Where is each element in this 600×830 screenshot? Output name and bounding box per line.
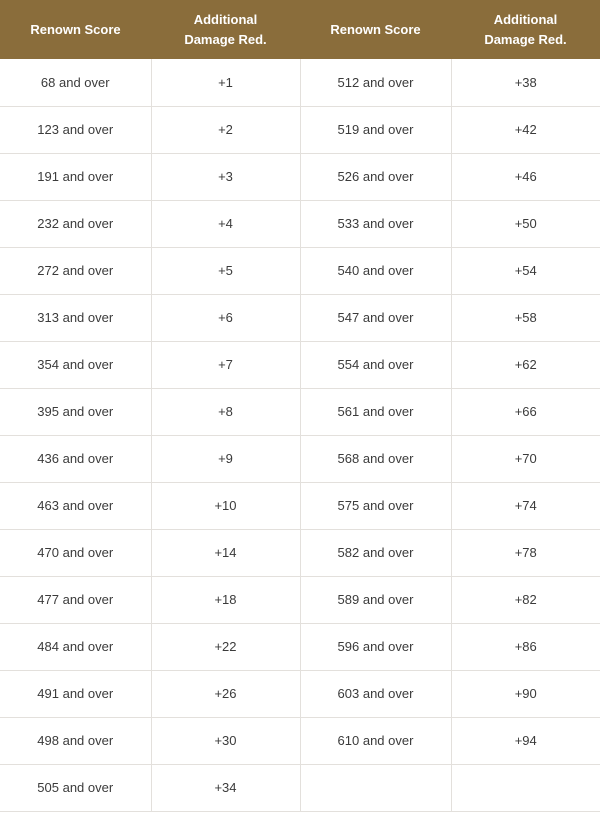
table-cell: +50 xyxy=(451,200,600,247)
table-cell: +46 xyxy=(451,153,600,200)
table-row xyxy=(0,341,600,388)
table-cell: 603 and over xyxy=(300,670,451,717)
table-cell: +22 xyxy=(151,623,300,670)
table-row xyxy=(0,59,600,106)
table-row xyxy=(0,106,600,153)
table-cell: 505 and over xyxy=(0,764,151,811)
table-row xyxy=(0,435,600,482)
table-cell: 354 and over xyxy=(0,341,151,388)
table-row xyxy=(0,529,600,576)
table-cell xyxy=(300,764,451,811)
table-cell: +3 xyxy=(151,153,300,200)
table-cell: 491 and over xyxy=(0,670,151,717)
column-header-line-1: Additional xyxy=(193,12,258,27)
table-cell: 395 and over xyxy=(0,388,151,435)
table-row xyxy=(0,482,600,529)
table-row xyxy=(0,576,600,623)
table-cell: +6 xyxy=(151,294,300,341)
table-row xyxy=(0,388,600,435)
table-cell: +1 xyxy=(151,59,300,106)
table-cell: +9 xyxy=(151,435,300,482)
table-row xyxy=(0,764,600,811)
table-body xyxy=(0,59,600,811)
table-cell: +4 xyxy=(151,200,300,247)
table-cell: +54 xyxy=(451,247,600,294)
table-cell: 512 and over xyxy=(300,59,451,106)
table-row xyxy=(0,623,600,670)
table-cell: +82 xyxy=(451,576,600,623)
table-cell: 540 and over xyxy=(300,247,451,294)
table-row xyxy=(0,294,600,341)
table-cell: +62 xyxy=(451,341,600,388)
column-header-additional-damage-red-left xyxy=(151,0,300,59)
table-cell: 123 and over xyxy=(0,106,151,153)
table-cell: 596 and over xyxy=(300,623,451,670)
table-cell: 436 and over xyxy=(0,435,151,482)
table-cell: +94 xyxy=(451,717,600,764)
table-cell: +14 xyxy=(151,529,300,576)
table-cell: 519 and over xyxy=(300,106,451,153)
table-cell: +7 xyxy=(151,341,300,388)
table-cell: 568 and over xyxy=(300,435,451,482)
table-cell: 575 and over xyxy=(300,482,451,529)
table-cell: +86 xyxy=(451,623,600,670)
table-cell: +66 xyxy=(451,388,600,435)
table-cell: +58 xyxy=(451,294,600,341)
table-cell: 582 and over xyxy=(300,529,451,576)
table-cell: 313 and over xyxy=(0,294,151,341)
table-cell: +30 xyxy=(151,717,300,764)
table-cell: 533 and over xyxy=(300,200,451,247)
column-header-line-2: Damage Red. xyxy=(484,31,567,47)
column-header-line-2: Damage Red. xyxy=(184,31,267,47)
table-cell: 68 and over xyxy=(0,59,151,106)
table-cell: 547 and over xyxy=(300,294,451,341)
table-cell: 484 and over xyxy=(0,623,151,670)
table-cell: 272 and over xyxy=(0,247,151,294)
table-cell: +70 xyxy=(451,435,600,482)
table-cell: +38 xyxy=(451,59,600,106)
table-cell: 610 and over xyxy=(300,717,451,764)
table-row xyxy=(0,247,600,294)
table-header-row xyxy=(0,0,600,59)
table-cell: 526 and over xyxy=(300,153,451,200)
table-row xyxy=(0,200,600,247)
table-header xyxy=(0,0,600,59)
column-header-line-1: Additional xyxy=(493,12,558,27)
table-cell: 477 and over xyxy=(0,576,151,623)
table-cell: +10 xyxy=(151,482,300,529)
table-row xyxy=(0,670,600,717)
column-header-renown-score-left xyxy=(0,0,151,59)
table-cell: 191 and over xyxy=(0,153,151,200)
table-cell: +78 xyxy=(451,529,600,576)
table-cell: +8 xyxy=(151,388,300,435)
table-cell: 554 and over xyxy=(300,341,451,388)
table-cell: 463 and over xyxy=(0,482,151,529)
column-header-renown-score-right xyxy=(300,0,451,59)
table-cell: 589 and over xyxy=(300,576,451,623)
table-row xyxy=(0,717,600,764)
table-cell: +90 xyxy=(451,670,600,717)
column-header-line-1: Renown Score xyxy=(30,21,121,37)
table-cell: 470 and over xyxy=(0,529,151,576)
table-cell: +26 xyxy=(151,670,300,717)
table-row xyxy=(0,153,600,200)
table-cell: +34 xyxy=(151,764,300,811)
table-cell: 561 and over xyxy=(300,388,451,435)
table-cell: +42 xyxy=(451,106,600,153)
table-cell: 498 and over xyxy=(0,717,151,764)
table-cell xyxy=(451,764,600,811)
table-cell: +74 xyxy=(451,482,600,529)
column-header-line-1: Renown Score xyxy=(330,21,421,37)
table-cell: +18 xyxy=(151,576,300,623)
table-cell: +5 xyxy=(151,247,300,294)
table-cell: 232 and over xyxy=(0,200,151,247)
table-cell: +2 xyxy=(151,106,300,153)
column-header-additional-damage-red-right xyxy=(451,0,600,59)
